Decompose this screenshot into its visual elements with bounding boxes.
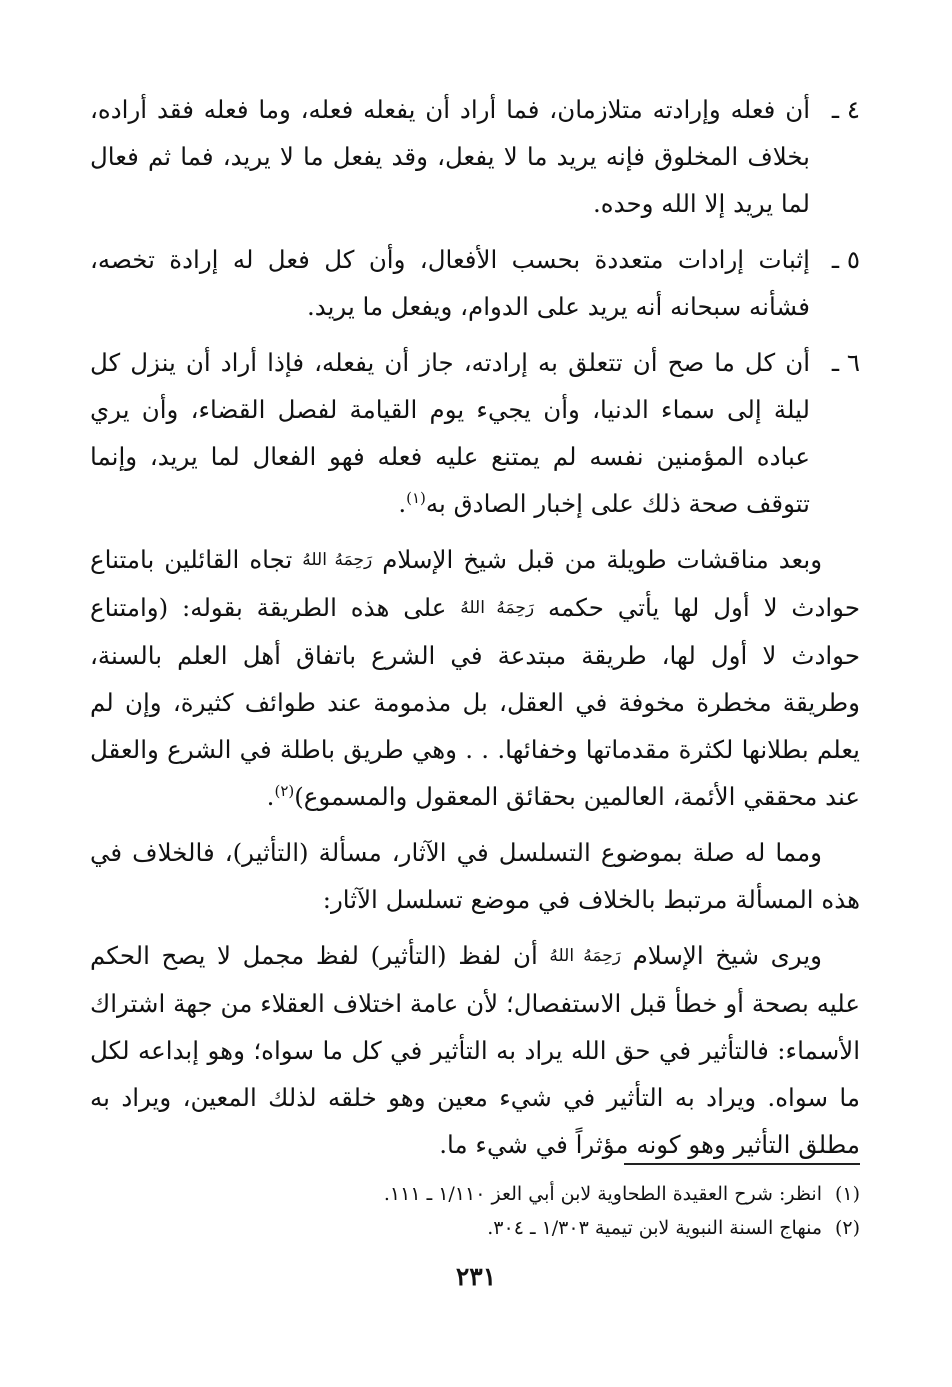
list-item-text: إثبات إرادات متعددة بحسب الأفعال، وأن كل فعل له إرادة تخصه، فشأنه سبحانه أنه يريد على الدوام، ويفعل ما يريد. <box>90 245 810 321</box>
footnote-1 <box>90 1177 860 1211</box>
footnote-marker: (٢) <box>834 1217 860 1239</box>
paragraph-influence-intro: ومما له صلة بموضوع التسلسل في الآثار، مسألة (التأثير)، فالخلاف في هذه المسألة مرتبط بالخلاف في موضع تسلسل الآثار: <box>90 838 860 914</box>
honorific-glyph: رَحِمَهُ اللهُ <box>460 598 535 618</box>
list-item-body <box>90 339 810 527</box>
paragraph-text: تجاه القائلين بامتناع حوادث لا أول لها يأتي حكمه <box>90 545 860 622</box>
list-item-text: أن فعله وإرادته متلازمان، فما أراد أن يفعله فعله، وما فعله فقد أراده، بخلاف المخلوق فإنه يريد ما لا يفعل، وقد يفعل ما لا يريد، فما ثم فعال لما يريد إلا الله وحده. <box>90 95 810 218</box>
footnote-separator <box>624 1163 860 1165</box>
paragraph-text: ويرى شيخ الإسلام <box>632 941 822 970</box>
paragraph-text: أن لفظ (التأثير) لفظ مجمل لا يصح الحكم عليه بصحة أو خطأ قبل الاستفصال؛ لأن عامة اختلاف العقلاء من جهة اشتراك الأسماء: فالتأثير في حق الله يراد به التأثير في كل ما سواه؛ وهو إبداعه لكل ما سواه. ويراد به التأثير في شيء معين وهو خلقه لذلك المعين، ويراد به مطلق التأثير وهو كونه مؤثراً في شيء ما. <box>90 941 860 1159</box>
paragraph-influence <box>90 932 860 1168</box>
footnotes <box>90 1177 860 1245</box>
list-item-6 <box>90 339 860 527</box>
list-item-number: ٤ ـ <box>831 95 860 124</box>
list-item-text: أن كل ما صح أن تتعلق به إرادته، جاز أن يفعله، فإذا أراد أن ينزل كل ليلة إلى سماء الدنيا، وأن يجيء يوم القيامة لفصل القضاء، وأن يري عباده المؤمنين نفسه لم يمتنع عليه فعله فهو الفعال لما يريد، وإنما تتوقف صحة ذلك على إخبار الصادق به <box>90 348 810 518</box>
footnote-reference-2: (٢) <box>274 782 295 800</box>
footnote-text: منهاج السنة النبوية لابن تيمية ١/٣٠٣ ـ ٣٠٤. <box>487 1217 822 1239</box>
paragraph-debate <box>90 536 860 820</box>
footnote-reference-1: (١) <box>406 489 426 507</box>
list-item-number: ٦ ـ <box>831 348 860 377</box>
paragraph-text: على هذه الطريقة بقوله: (وامتناع حوادث لا أول لها، طريقة مبتدعة في الشرع باتفاق أهل العلم بالسنة، وطريقة مخطرة مخوفة في العقل، بل مذمومة عند طوائف كثيرة، وإن لم يعلم بطلانها لكثرة مقدماتها وخفائها. . . وهي طريق باطلة في الشرع والعقل عند محققي الأئمة، العالمين بحقائق المعقول والمسموع) <box>90 593 860 811</box>
sentence-end: . <box>266 782 275 811</box>
honorific-glyph: رَحِمَهُ اللهُ <box>302 550 373 570</box>
honorific-glyph: رَحِمَهُ اللهُ <box>549 946 621 966</box>
main-text <box>90 86 860 1177</box>
footnote-text: انظر: شرح العقيدة الطحاوية لابن أبي العز ١/١١٠ ـ ١١١. <box>383 1183 822 1205</box>
paragraph-text: وبعد مناقشات طويلة من قبل شيخ الإسلام <box>382 545 823 574</box>
list-item-5 <box>90 236 860 330</box>
list-item-number: ٥ ـ <box>831 245 860 274</box>
page-number: ٢٣١ <box>455 1262 497 1291</box>
list-item-4 <box>90 86 860 227</box>
sentence-end: . <box>398 489 407 518</box>
footnote-marker: (١) <box>834 1183 860 1205</box>
footnote-2 <box>90 1211 860 1245</box>
